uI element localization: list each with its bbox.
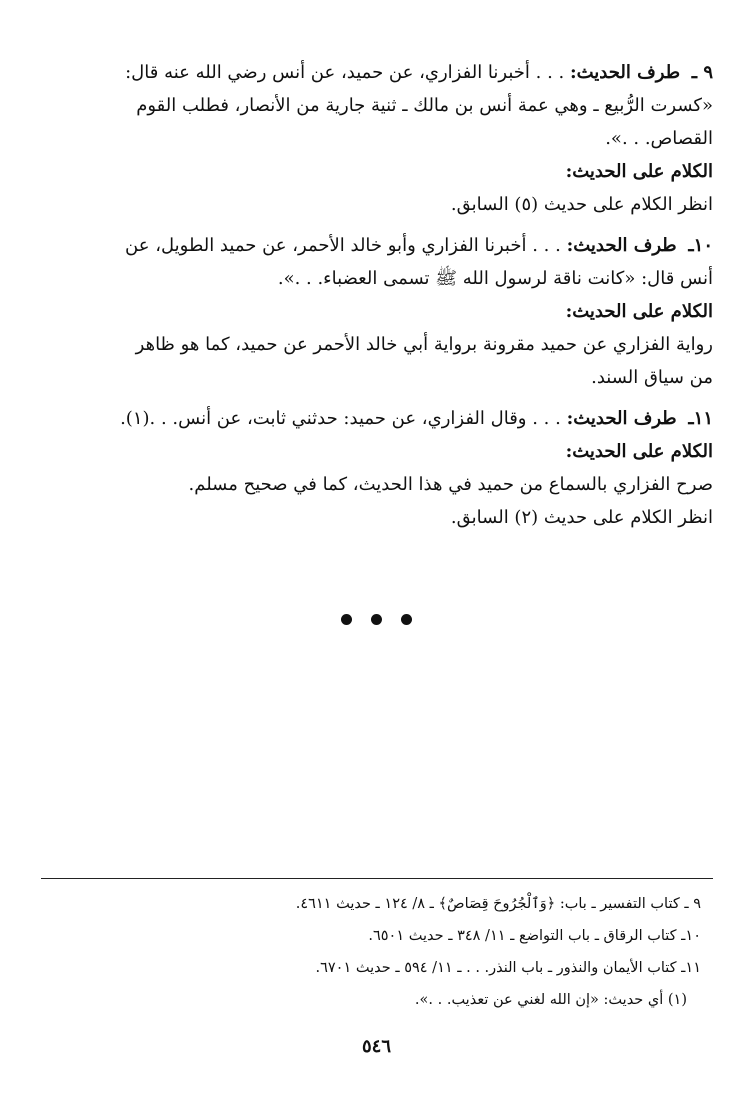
discussion-heading: الكلام على الحديث:	[565, 161, 713, 182]
discussion-heading: الكلام على الحديث:	[565, 301, 713, 322]
entry-label: طرف الحديث:	[566, 235, 677, 256]
entry-label: طرف الحديث:	[569, 62, 681, 83]
separator-dot	[371, 614, 382, 625]
page-number: ٥٤٦	[361, 1036, 391, 1057]
entry-header-line	[43, 402, 713, 435]
entry-number: ١١ـ	[688, 408, 713, 429]
entry-number: ١٠ـ	[688, 235, 713, 256]
entry-text-line: «كسرت الرُّبيع ـ وهي عمة أنس بن مالك ـ ثنية جارية من الأنصار، فطلب القوم	[136, 95, 713, 116]
separator-dot	[401, 614, 412, 625]
entry-text: . . . أخبرنا الفزاري، عن حميد، عن أنس رضي الله عنه قال:	[125, 62, 565, 83]
discussion-text-line: رواية الفزاري عن حميد مقرونة برواية أبي خالد الأحمر عن حميد، كما هو ظاهر	[135, 334, 713, 355]
section-separator	[0, 610, 753, 629]
entry-text-line: القصاص. . .».	[605, 128, 713, 149]
footnotes	[41, 888, 701, 1016]
entry-text-line: أنس قال: «كانت ناقة لرسول الله ﷺ تسمى العضباء. . .».	[277, 268, 713, 289]
discussion-heading: الكلام على الحديث:	[565, 441, 713, 462]
discussion-text-line: انظر الكلام على حديث (٢) السابق.	[450, 507, 713, 528]
main-text	[43, 56, 713, 542]
entry-number: ٩ ـ	[691, 62, 713, 83]
footnote: (١) أي حديث: «إن الله لغني عن تعذيب. . .».	[414, 992, 687, 1008]
footnote-divider	[41, 878, 713, 879]
hadith-entry-9	[43, 56, 713, 221]
entry-text: . . . أخبرنا الفزاري وأبو خالد الأحمر، عن حميد الطويل، عن	[125, 235, 561, 256]
entry-text: . . . وقال الفزاري، عن حميد: حدثني ثابت، عن أنس. . .(١).	[120, 408, 561, 429]
hadith-entry-10	[43, 229, 713, 394]
entry-header-line	[43, 56, 713, 89]
entry-header-line	[43, 229, 713, 262]
footnote: ١١ـ كتاب الأيمان والنذور ـ باب النذر. . . ـ ١١/ ٥٩٤ ـ حديث ٦٧٠١.	[315, 960, 701, 976]
separator-dot	[341, 614, 352, 625]
discussion-text-line: انظر الكلام على حديث (٥) السابق.	[450, 194, 713, 215]
footnote: ١٠ـ كتاب الرقاق ـ باب التواضع ـ ١١/ ٣٤٨ ـ حديث ٦٥٠١.	[368, 928, 701, 944]
discussion-text-line: من سياق السند.	[591, 367, 713, 388]
footnote: ٩ ـ كتاب التفسير ـ باب: ﴿وَٱلْجُرُوحَ قِصَاصٌ﴾ ـ ٨/ ١٢٤ ـ حديث ٤٦١١.	[295, 896, 701, 912]
discussion-text-line: صرح الفزاري بالسماع من حميد في هذا الحديث، كما في صحيح مسلم.	[188, 474, 713, 495]
entry-label: طرف الحديث:	[566, 408, 677, 429]
hadith-entry-11	[43, 402, 713, 534]
